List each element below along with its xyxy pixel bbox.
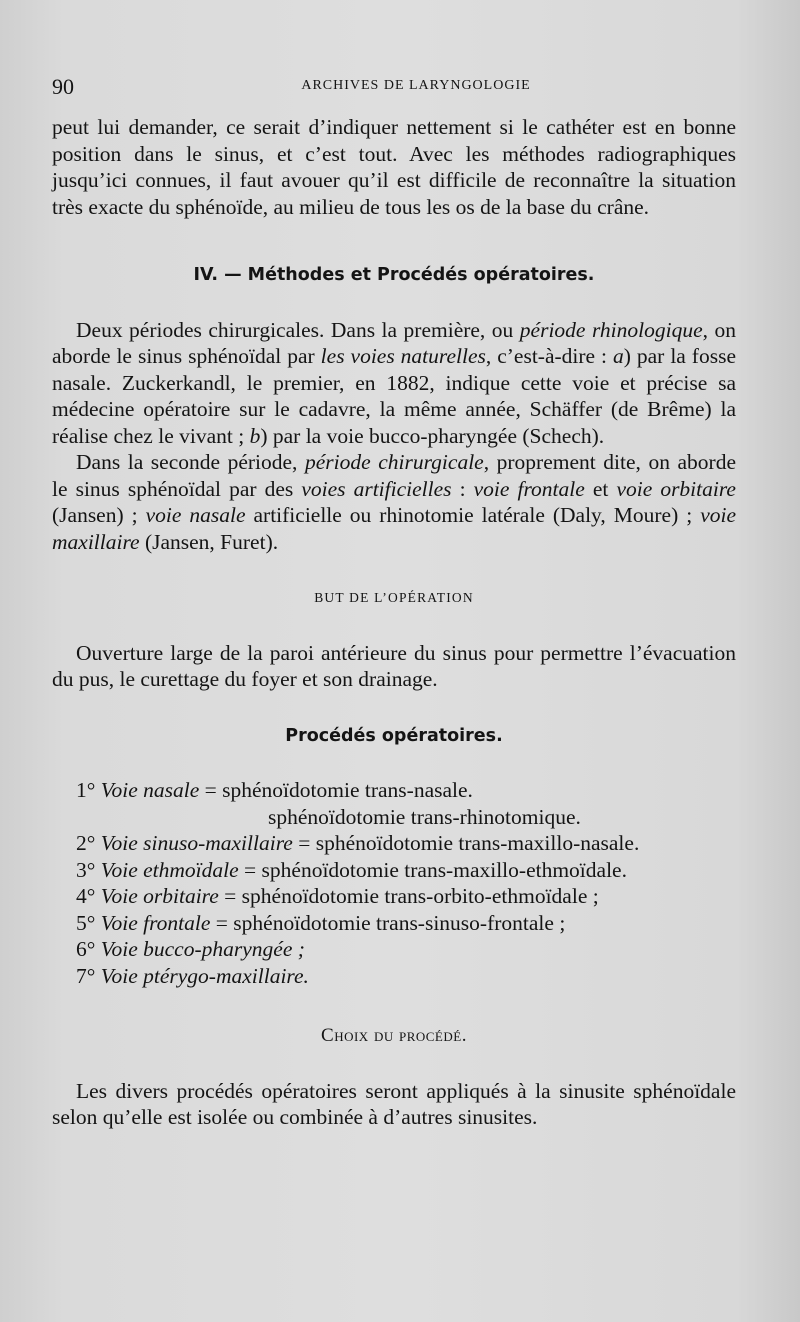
list-item: 4° Voie orbitaire = sphénoïdotomie trans-orbito-ethmoïdale ; <box>76 884 599 908</box>
list-item: 5° Voie frontale = sphénoïdotomie trans-sinuso-frontale ; <box>76 910 566 935</box>
list-item: 2° Voie sinuso-maxillaire = sphénoïdotomie trans-maxillo-nasale. <box>76 831 640 855</box>
subheading-choix: Choix du procédé. <box>321 1025 467 1046</box>
paragraph-goal: Ouverture large de la paroi antérieure du sinus pour permettre l’évacuation du pus, le curettage du foyer et son drainage. <box>52 640 736 691</box>
subheading-but: BUT DE L’OPÉRATION <box>314 590 474 605</box>
list-item: 6° Voie bucco-pharyngée ; <box>76 937 305 961</box>
page-number: 90 <box>52 74 74 99</box>
section-heading-procedures: Procédés opératoires. <box>285 725 503 746</box>
list-item: 1° Voie nasale = sphénoïdotomie trans-nasale. <box>76 778 473 802</box>
running-head: ARCHIVES DE LARYNGOLOGIE <box>301 78 531 93</box>
page-header <box>52 74 740 102</box>
paragraph-second-period: Dans la seconde période, période chirurgicale, proprement dite, on aborde le sinus sphénoïdal par des voies artificielles : voie frontale et voie orbitaire (Jansen) ; voie nasale artificielle ou rhinotomie latérale (Daly, Moure) ; voie maxillaire (Jansen, Furet). <box>52 450 736 554</box>
paragraph-periods: Deux périodes chirurgicales. Dans la première, ou période rhinologique, on aborde le sinus sphénoïdal par les voies naturelles, c’est-à-dire : a) par la fosse nasale. Zuckerkandl, le premier, en 1882, indique cette voie et précise sa médecine opératoire sur le cadavre, la même année, Schäffer (de Brême) la réalise chez le vivant ; b) par la voie bucco-pharyngée (Schech). <box>52 317 736 448</box>
page-body <box>52 114 736 1131</box>
section-heading-methods: IV. — Méthodes et Procédés opératoires. <box>193 265 595 285</box>
paragraph-choice: Les divers procédés opératoires seront appliqués à la sinusite sphénoïdale selon qu’elle est isolée ou combinée à d’autres sinusites. <box>52 1078 736 1129</box>
list-item: 3° Voie ethmoïdale = sphénoïdotomie trans-maxillo-ethmoïdale. <box>76 857 627 882</box>
procedure-list <box>52 777 736 989</box>
list-item: 7° Voie ptérygo-maxillaire. <box>76 963 309 988</box>
paragraph-continuation: peut lui demander, ce serait d’indiquer nettement si le cathéter est en bonne position dans le sinus, et c’est tout. Avec les méthodes radiographiques jusqu’ici connues, il faut avouer qu’il est difficile de reconnaître la situation très exacte du sphénoïde, au milieu de tous les os de la base du crâne. <box>52 115 736 219</box>
list-item: sphénoïdotomie trans-rhinotomique. <box>268 804 581 829</box>
